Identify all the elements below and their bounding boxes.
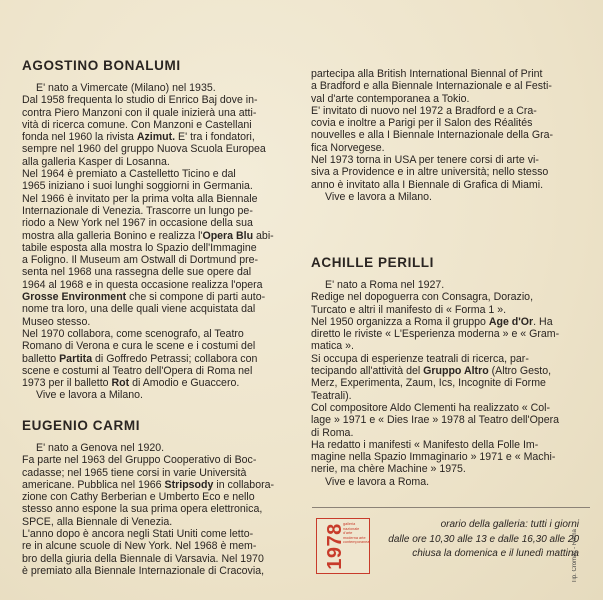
text-line: Museo stesso. [22, 315, 91, 328]
text-line: Vive e lavora a Milano. [325, 190, 432, 203]
text-line: anno è invitato alla I Biennale di Grafica di Miami. [311, 178, 544, 191]
text-line: vità di ricerca comune. Con Manzoni e Castellani [22, 118, 252, 131]
perilli-name: ACHILLE PERILLI [311, 255, 434, 270]
text-line: 1964 al 1968 e in questa occasione realizza l'opera [22, 278, 263, 291]
text-line: Si occupa di esperienze teatrali di ricerca, par- [311, 352, 529, 365]
text-line: tecipando all'attività del Gruppo Altro (Altro Gesto, [311, 365, 552, 378]
logo-year: 1978 [323, 523, 346, 570]
text-line: Col compositore Aldo Clementi ha realizzato « Col- [311, 401, 551, 414]
text-line: Nel 1950 organizza a Roma il gruppo Age d'Or. Ha [311, 315, 553, 328]
stripsody-title: Stripsody [164, 478, 214, 491]
text-line: di Roma. [311, 426, 354, 439]
age-dor-title: Age d'Or [488, 315, 534, 328]
text-line: senta nel 1968 una rassegna delle sue opere dal [22, 266, 252, 279]
text-line: L'anno dopo è ancora negli Stati Uniti come letto- [22, 528, 254, 541]
text-line: lage » 1971 e « Dies Irae » 1978 al Teatro dell'Opera [311, 414, 560, 427]
text-line: Nel 1966 è invitato per la prima volta alla Biennale [22, 192, 258, 205]
text-line: Internazionale di Venezia. Trascorre un lungo pe- [22, 204, 253, 217]
carmi-section [22, 418, 298, 577]
text-line: diretto le riviste « L'Esperienza moderna » e « Gram- [311, 328, 560, 341]
gruppo-altro-title: Gruppo Altro [423, 365, 489, 378]
logo-text: galleria nazionale d'arte moderna arte contemporanea [343, 522, 370, 544]
text-line: nouvelles e alla I Biennale Internazionale della Gra- [311, 129, 554, 142]
text-line: Romano di Verona e cura le scene e i costumi del [22, 340, 256, 353]
text-line: bro della giuria della Biennale di Varsavia. Nel 1970 [22, 552, 264, 565]
text-line: Grosse Environment che si compone di parti auto- [22, 291, 266, 304]
text-line: E' invitato di nuovo nel 1972 a Bradford e a Cra- [311, 104, 537, 117]
text-line: matica ». [311, 340, 354, 353]
bonalumi-name: AGOSTINO BONALUMI [22, 58, 181, 73]
text-line: Vive e lavora a Milano. [36, 389, 143, 402]
text-line: Teatrali). [311, 389, 352, 402]
text-line: E' nato a Vimercate (Milano) nel 1935. [36, 82, 216, 94]
text-line: E' nato a Genova nel 1920. [36, 442, 165, 454]
carmi-name: EUGENIO CARMI [22, 418, 141, 433]
text-line: stesso anno espone la sua prima opera elettronica, [22, 503, 263, 516]
text-line: Nel 1973 torna in USA per tenere corsi di arte vi- [311, 154, 539, 167]
rot-title: Rot [111, 377, 130, 390]
text-line: nerie, ma chère Machine » 1975. [311, 463, 466, 476]
text-line: è premiato alla Biennale Internazionale di Cracovia, [22, 564, 265, 577]
text-line: a Bradford e alla Biennale Internazionale e al Festi- [311, 80, 552, 93]
hours-line-2: dalle ore 10,30 alle 13 e dalle 16,30 alle 20 [388, 533, 579, 545]
text-line: cadasse; nel 1965 tiene corsi in varie Università [22, 466, 247, 479]
text-line: balletto Partita di Goffredo Petrassi; collabora con [22, 352, 258, 365]
text-line: a Foligno. Il Museum am Ostwall di Dortmund pre- [22, 254, 259, 267]
text-line: covia e inoltre a Parigi per il Salon des Réalités [311, 117, 533, 130]
text-line: riodo a New York nel 1967 in occasione della sua [22, 217, 253, 230]
text-line: scene e costumi al Teatro dell'Opera di Roma nel [22, 364, 253, 377]
text-line: Ha redatto i manifesti « Manifesto della Folle Im- [311, 438, 539, 451]
text-line: nome tra loro, una delle quali viene acquistata dal [22, 303, 256, 316]
text-line: fica Norvegese. [311, 141, 385, 154]
azimut-title: Azimut. [136, 131, 176, 144]
carmi-continued [311, 68, 589, 203]
printer-credit: Tip. Cromac - Roma [572, 529, 578, 583]
text-line: alla galleria Kasper di Losanna. [22, 155, 170, 168]
text-line: americane. Pubblica nel 1966 Stripsody in collabora- [22, 478, 275, 491]
perilli-section [311, 255, 589, 488]
opera-blu-title: Opera Blu [202, 229, 254, 242]
text-line: contra Piero Manzoni con il quale inizierà una atti- [22, 106, 257, 119]
hours-line-3: chiusa la domenica e il lunedì mattina [412, 548, 579, 559]
bonalumi-section [22, 58, 298, 402]
text-line: partecipa alla British International Biennal of Print [311, 68, 543, 80]
text-line: Turcato e altri il manifesto di « Forma 1 ». [311, 303, 507, 316]
text-line: Merz, Experimenta, Zaum, Ics, Incognite di Forme [311, 377, 546, 390]
text-line: siva a Providence e in altre università; nello stesso [311, 166, 549, 179]
text-line: Nel 1964 è premiato a Castelletto Ticino e dal [22, 168, 236, 181]
text-line: tabile esposta alla mostra lo Spazio dell'Immagine [22, 241, 257, 254]
text-line: SPCE, alla Biennale di Venezia. [22, 515, 173, 528]
text-line: E' nato a Roma nel 1927. [325, 279, 445, 291]
gallery-hours-footer [312, 507, 590, 576]
text-line: Dal 1958 frequenta lo studio di Enrico Baj dove in- [22, 94, 258, 107]
text-line: zione con Cathy Berberian e Umberto Eco e nello [22, 491, 255, 504]
text-line: magine nella Spazio Immaginario » 1971 e « Machi- [311, 451, 556, 464]
text-line: Vive e lavora a Roma. [325, 475, 430, 488]
text-line: fonda nel 1960 la rivista Azimut. E' tra i fondatori, [22, 131, 255, 144]
grosse-environment-title: Grosse Environment [22, 291, 127, 304]
text-line: Fa parte nel 1963 del Gruppo Cooperativo di Boc- [22, 454, 257, 467]
partita-title: Partita [59, 352, 93, 365]
text-line: val d'arte contemporanea a Tokio. [311, 92, 470, 105]
hours-line-1: orario della galleria: tutti i giorni [440, 519, 579, 530]
text-line: 1973 per il balletto Rot di Amodio e Guaccero. [22, 377, 240, 390]
gallery-logo [316, 518, 370, 574]
text-line: re in alcune scuole di New York. Nel 1968 è mem- [22, 540, 257, 553]
text-line: mostra alla galleria Bonino e realizza l'Opera Blu abi- [22, 229, 274, 242]
text-line: Redige nel dopoguerra con Consagra, Dorazio, [311, 291, 534, 304]
text-line: sempre nel 1960 del gruppo Nuova Scuola Europea [22, 143, 266, 156]
text-line: 1965 iniziano i suoi lunghi soggiorni in Germania. [22, 180, 253, 193]
opening-hours [374, 518, 579, 562]
text-line: Nel 1970 collabora, come scenografo, al Teatro [22, 327, 244, 340]
